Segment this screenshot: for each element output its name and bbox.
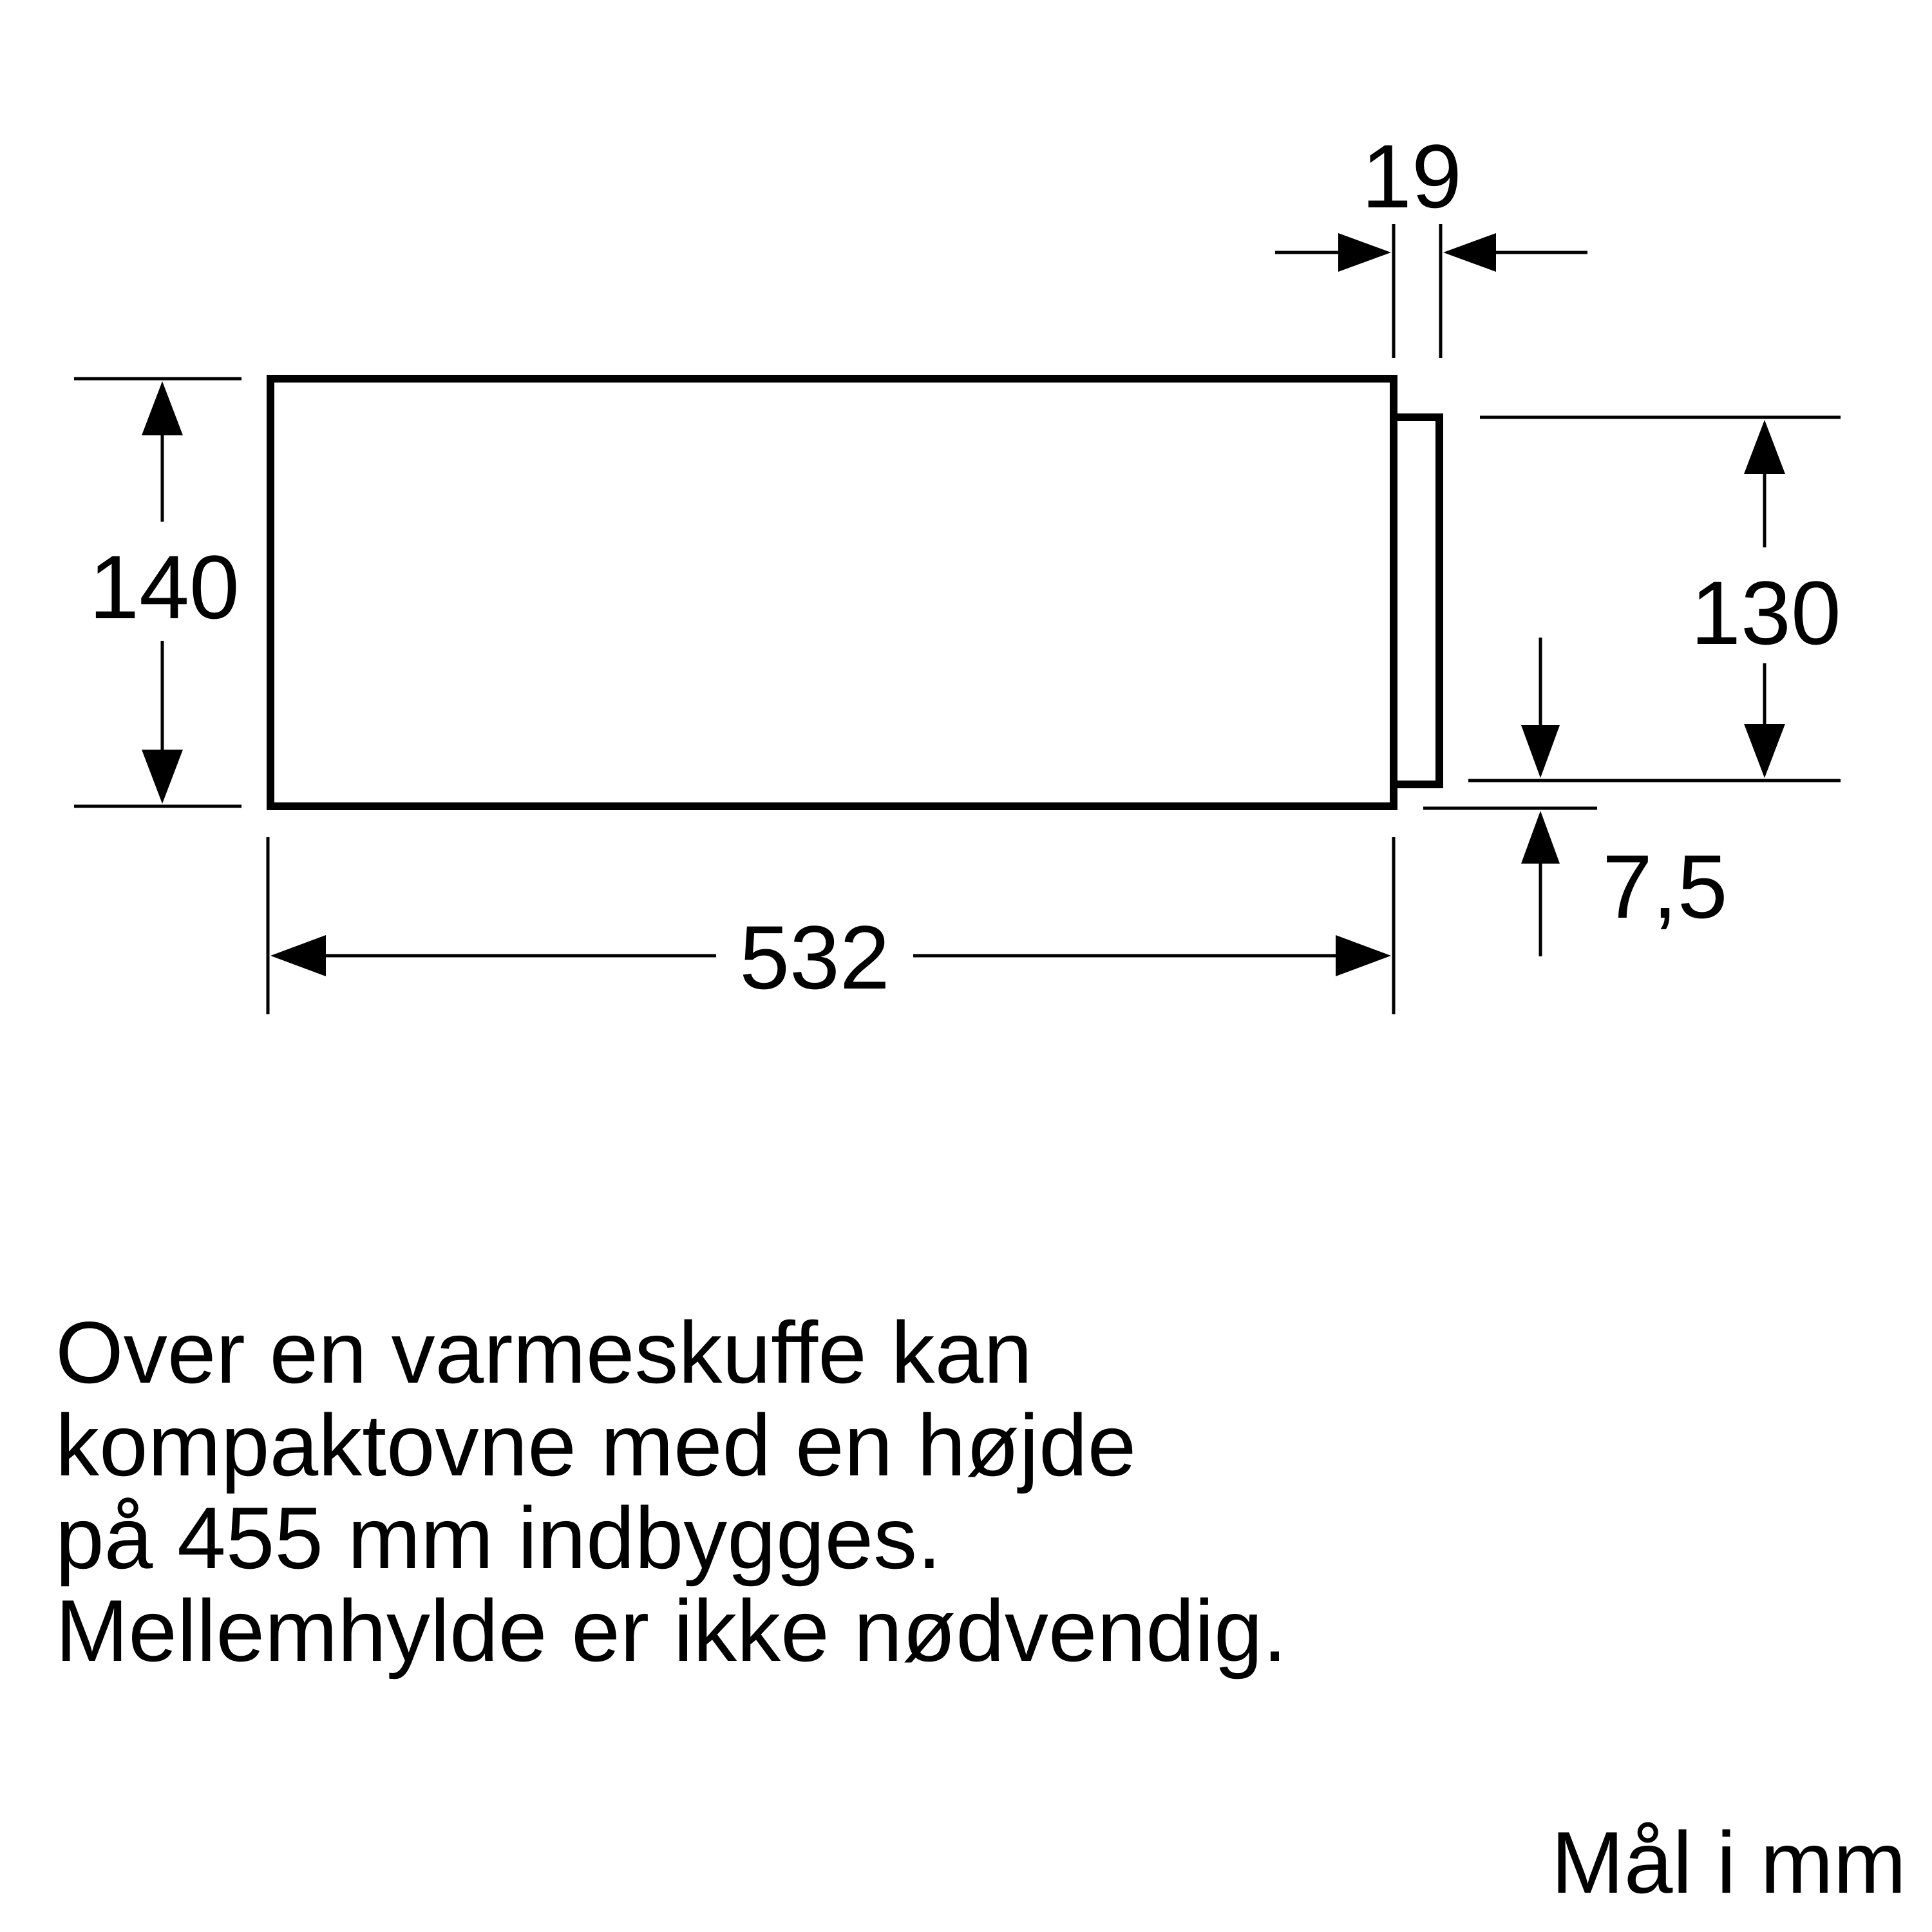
width-dimension (268, 837, 1394, 1014)
height-arrow-down-icon (142, 750, 183, 804)
front-height-arrow-down-icon (1744, 724, 1785, 778)
front-thickness-dimension (1275, 126, 1587, 358)
width-arrow-left-icon (270, 935, 326, 976)
front-panel-outline (1394, 417, 1439, 784)
installation-note (55, 1303, 1601, 1680)
front-height-value: 130 (1690, 562, 1841, 663)
drawer-body-outline (270, 379, 1394, 806)
note-line: Over en varmeskuffe kan (55, 1303, 1032, 1401)
width-arrow-right-icon (1336, 935, 1391, 976)
height-arrow-up-icon (142, 381, 183, 435)
offset-arrow-up-icon (1521, 811, 1560, 864)
thickness-arrow-right-icon (1338, 233, 1391, 272)
height-dimension (74, 379, 242, 806)
note-line: Mellemhylde er ikke nødvendig. (55, 1582, 1287, 1680)
note-line: kompaktovne med en højde (55, 1396, 1137, 1494)
width-value: 532 (739, 907, 890, 1008)
front-thickness-value: 19 (1361, 126, 1462, 227)
front-height-arrow-up-icon (1744, 420, 1785, 474)
bottom-offset-dimension (1423, 638, 1728, 956)
unit-label: Mål i mm (1551, 1814, 1906, 1911)
offset-arrow-down-icon (1521, 725, 1560, 778)
bottom-offset-value: 7,5 (1602, 836, 1728, 937)
thickness-arrow-left-icon (1443, 233, 1496, 272)
note-line: på 455 mm indbygges. (55, 1489, 942, 1587)
height-value: 140 (89, 536, 240, 638)
